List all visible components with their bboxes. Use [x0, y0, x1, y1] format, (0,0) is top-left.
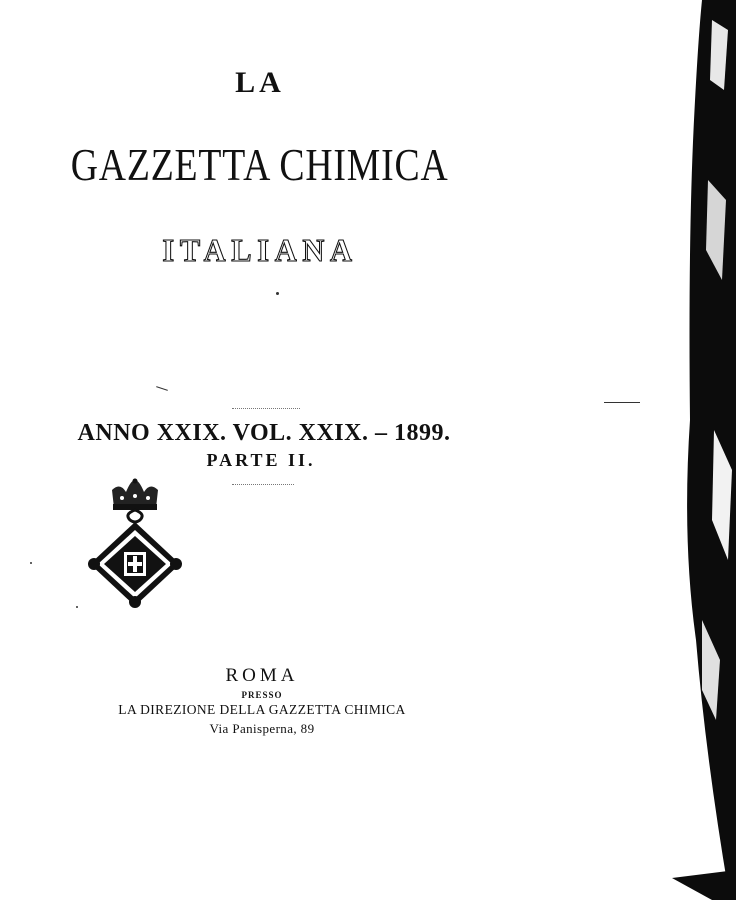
- scan-speck: [30, 562, 32, 564]
- scan-speck: [76, 606, 78, 608]
- imprint-address: Via Panisperna, 89: [209, 721, 315, 736]
- issue-line: ANNO XXIX. VOL. XXIX. – 1899.: [77, 420, 451, 446]
- scan-speck: [604, 402, 640, 403]
- imprint-publisher: LA DIREZIONE DELLA GAZZETTA CHIMICA: [118, 702, 406, 717]
- imprint-city: ROMA: [225, 665, 299, 686]
- lower-rule: [232, 484, 294, 485]
- scan-speck: [276, 292, 279, 295]
- journal-title: GAZZETTA CHIMICA: [70, 139, 449, 190]
- scan-speck: [156, 386, 168, 391]
- journal-subtitle: ITALIANA: [162, 232, 358, 268]
- title-article: LA: [235, 66, 285, 99]
- upper-rule: [232, 408, 300, 409]
- binding-edge: [672, 0, 736, 900]
- savoy-crown-cross-emblem-icon: [86, 478, 184, 610]
- part-label: PARTE II.: [206, 450, 316, 470]
- imprint-presso: PRESSO: [241, 690, 283, 700]
